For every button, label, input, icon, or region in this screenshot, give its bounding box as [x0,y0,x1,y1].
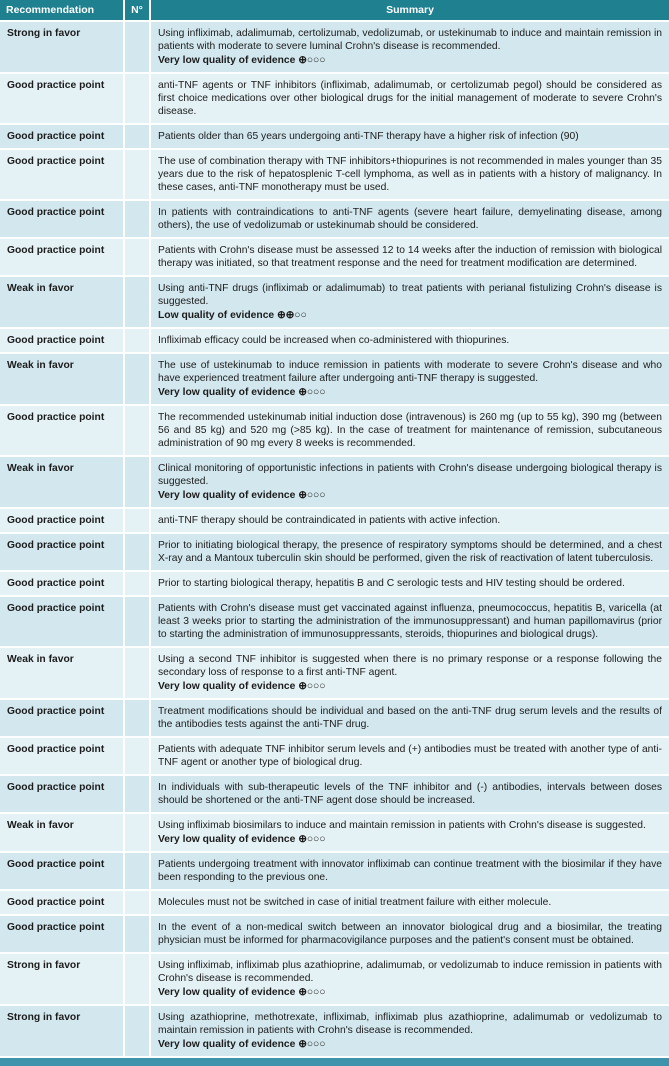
number-cell [124,238,150,276]
recommendation-cell: Good practice point [0,737,124,775]
summary-text: Using anti-TNF drugs (infliximab or adalimumab) to treat patients with perianal fistulizing Crohn's disease is suggested. [158,283,662,307]
number-cell [124,124,150,149]
summary-text: Using azathioprine, methotrexate, infliximab, infliximab plus azathioprine, adalimumab or vedolizumab to maintain remission in patients with Crohn's disease is recommended. [158,1012,662,1036]
table-row [0,328,669,353]
recommendation-cell: Good practice point [0,328,124,353]
summary-cell [150,647,669,699]
summary-text: Molecules must not be switched in case of initial treatment failure with either molecule. [158,897,552,908]
number-cell [124,21,150,73]
summary-text: anti-TNF agents or TNF inhibitors (infliximab, adalimumab, or certolizumab pegol) should be considered as first choice medications over other biological drugs for the initial management of moderate to severe Crohn's disease. [158,80,662,117]
evidence-line: Very low quality of evidence ⊕○○○ [158,387,326,398]
number-cell [124,915,150,953]
evidence-line: Very low quality of evidence ⊕○○○ [158,834,326,845]
table-row [0,238,669,276]
summary-text: Patients with adequate TNF inhibitor serum levels and (+) antibodies must be treated with another type of anti-TNF agent or another type of biological drug. [158,744,662,768]
recommendation-cell: Weak in favor [0,456,124,508]
number-cell [124,852,150,890]
header-summary: Summary [150,0,669,21]
recommendation-cell: Good practice point [0,238,124,276]
header-number: N° [124,0,150,21]
recommendation-cell: Weak in favor [0,353,124,405]
table-row [0,647,669,699]
table-row [0,953,669,1005]
table-row [0,533,669,571]
summary-cell [150,405,669,456]
table-header [0,0,669,21]
evidence-line: Low quality of evidence ⊕⊕○○ [158,310,307,321]
table-bottom-rule [0,1058,669,1066]
summary-text: Patients older than 65 years undergoing anti-TNF therapy have a higher risk of infection (90) [158,131,579,142]
number-cell [124,456,150,508]
summary-text: Prior to initiating biological therapy, the presence of respiratory symptoms should be determined, and a chest X-ray and a Mantoux tuberculin skin should be performed, given the risk of reactivation of latent tuberculosis. [158,540,662,564]
summary-text: Using a second TNF inhibitor is suggested when there is no primary response or a response following the secondary loss of response to a first anti-TNF agent. [158,654,662,678]
summary-text: Patients with Crohn's disease must get vaccinated against influenza, pneumococcus, hepatitis B, varicella (at least 3 weeks prior to starting the administration of the immunosuppressant) and human papillomavirus (prior to starting the administration of immunosuppressants, steroids, thiopurines and biological drugs). [158,603,662,640]
evidence-line: Very low quality of evidence ⊕○○○ [158,681,326,692]
summary-cell [150,276,669,328]
summary-text: Treatment modifications should be individual and based on the anti-TNF drug serum levels and the results of the antibodies tests against the anti-TNF drug. [158,706,662,730]
summary-cell [150,813,669,852]
table-row [0,21,669,73]
table-row [0,852,669,890]
table-row [0,73,669,124]
number-cell [124,533,150,571]
recommendation-cell: Good practice point [0,571,124,596]
summary-text: Clinical monitoring of opportunistic infections in patients with Crohn's disease undergoing biological therapy is suggested. [158,463,662,487]
summary-cell [150,238,669,276]
number-cell [124,405,150,456]
number-cell [124,737,150,775]
recommendation-cell: Good practice point [0,405,124,456]
table-row [0,508,669,533]
summary-text: Prior to starting biological therapy, hepatitis B and C serologic tests and HIV testing should be ordered. [158,578,625,589]
recommendation-cell: Strong in favor [0,1005,124,1057]
summary-cell [150,1005,669,1057]
summary-cell [150,915,669,953]
header-recommendation: Recommendation [0,0,124,21]
number-cell [124,353,150,405]
number-cell [124,200,150,238]
summary-text: Patients with Crohn's disease must be assessed 12 to 14 weeks after the induction of remission with biological therapy was initiated, so that treatment response and the need for treatment modification are determined. [158,245,662,269]
number-cell [124,149,150,200]
summary-text: The use of combination therapy with TNF inhibitors+thiopurines is not recommended in males younger than 35 years due to the risk of hepatosplenic T-cell lymphoma, as well as in patients with a history of malignancy. In these cases, anti-TNF monotherapy must be used. [158,156,662,193]
summary-cell [150,852,669,890]
table-row [0,571,669,596]
number-cell [124,596,150,647]
summary-cell [150,890,669,915]
summary-text: Using infliximab, adalimumab, certolizumab, vedolizumab, or ustekinumab to induce and maintain remission in patients with moderate to severe luminal Crohn's disease is recommended. [158,28,662,52]
recommendation-cell: Good practice point [0,852,124,890]
recommendation-cell: Good practice point [0,149,124,200]
summary-cell [150,699,669,737]
number-cell [124,73,150,124]
recommendation-cell: Good practice point [0,508,124,533]
table-row [0,200,669,238]
summary-cell [150,456,669,508]
table-row [0,124,669,149]
evidence-line: Very low quality of evidence ⊕○○○ [158,987,326,998]
summary-cell [150,737,669,775]
summary-cell [150,571,669,596]
table-row [0,890,669,915]
number-cell [124,699,150,737]
number-cell [124,571,150,596]
number-cell [124,953,150,1005]
recommendation-cell: Weak in favor [0,813,124,852]
table-row [0,699,669,737]
summary-cell [150,775,669,813]
summary-text: In the event of a non-medical switch between an innovator biological drug and a biosimilar, the treating physician must be informed for pharmacovigilance purposes and the patient's consent must be obtained. [158,922,662,946]
evidence-line: Very low quality of evidence ⊕○○○ [158,490,326,501]
number-cell [124,890,150,915]
recommendation-cell: Good practice point [0,775,124,813]
recommendation-cell: Good practice point [0,890,124,915]
table-row [0,1005,669,1057]
summary-cell [150,328,669,353]
summary-cell [150,596,669,647]
recommendation-cell: Good practice point [0,533,124,571]
summary-cell [150,508,669,533]
table-row [0,915,669,953]
number-cell [124,775,150,813]
summary-cell [150,200,669,238]
table-row [0,353,669,405]
summary-text: Infliximab efficacy could be increased when co-administered with thiopurines. [158,335,510,346]
summary-cell [150,149,669,200]
header-row [0,0,669,21]
recommendation-cell: Weak in favor [0,276,124,328]
recommendation-cell: Strong in favor [0,21,124,73]
summary-text: In patients with contraindications to anti-TNF agents (severe heart failure, demyelinating disease, among others), the use of vedolizumab or ustekinumab should be considered. [158,207,662,231]
summary-cell [150,353,669,405]
summary-text: Using infliximab biosimilars to induce and maintain remission in patients with Crohn's disease is suggested. [158,820,646,831]
table-row [0,737,669,775]
number-cell [124,1005,150,1057]
evidence-line: Very low quality of evidence ⊕○○○ [158,1039,326,1050]
number-cell [124,508,150,533]
recommendation-cell: Good practice point [0,124,124,149]
number-cell [124,276,150,328]
summary-text: Patients undergoing treatment with innovator infliximab can continue treatment with the biosimilar if they have been responding to the previous one. [158,859,662,883]
table-row [0,405,669,456]
summary-text: anti-TNF therapy should be contraindicated in patients with active infection. [158,515,501,526]
summary-text: The recommended ustekinumab initial induction dose (intravenous) is 260 mg (up to 55 kg), 390 mg (between 56 and 85 kg) and 520 mg (>85 kg). In the case of treatment for maintenance of remission, subcutaneous administration of 90 mg every 8 weeks is recommended. [158,412,662,449]
number-cell [124,647,150,699]
recommendation-cell: Good practice point [0,596,124,647]
summary-cell [150,73,669,124]
table-row [0,456,669,508]
summary-cell [150,21,669,73]
recommendation-cell: Strong in favor [0,953,124,1005]
number-cell [124,813,150,852]
summary-text: In individuals with sub-therapeutic levels of the TNF inhibitor and (-) antibodies, intervals between doses should be shortened or the anti-TNF agent dose should be increased. [158,782,662,806]
evidence-line: Very low quality of evidence ⊕○○○ [158,55,326,66]
recommendation-cell: Good practice point [0,73,124,124]
recommendation-cell: Good practice point [0,699,124,737]
recommendation-cell: Weak in favor [0,647,124,699]
recommendation-cell: Good practice point [0,915,124,953]
recommendation-cell: Good practice point [0,200,124,238]
table-row [0,775,669,813]
summary-cell [150,533,669,571]
table-body [0,21,669,1057]
summary-cell [150,953,669,1005]
table-row [0,276,669,328]
summary-text: Using infliximab, infliximab plus azathioprine, adalimumab, or vedolizumab to induce remission in patients with Crohn's disease is recommended. [158,960,662,984]
summary-text: The use of ustekinumab to induce remission in patients with moderate to severe Crohn's disease and who have experienced treatment failure after undergoing anti-TNF therapy is suggested. [158,360,662,384]
table-row [0,813,669,852]
number-cell [124,328,150,353]
table-row [0,596,669,647]
summary-cell [150,124,669,149]
table-row [0,149,669,200]
